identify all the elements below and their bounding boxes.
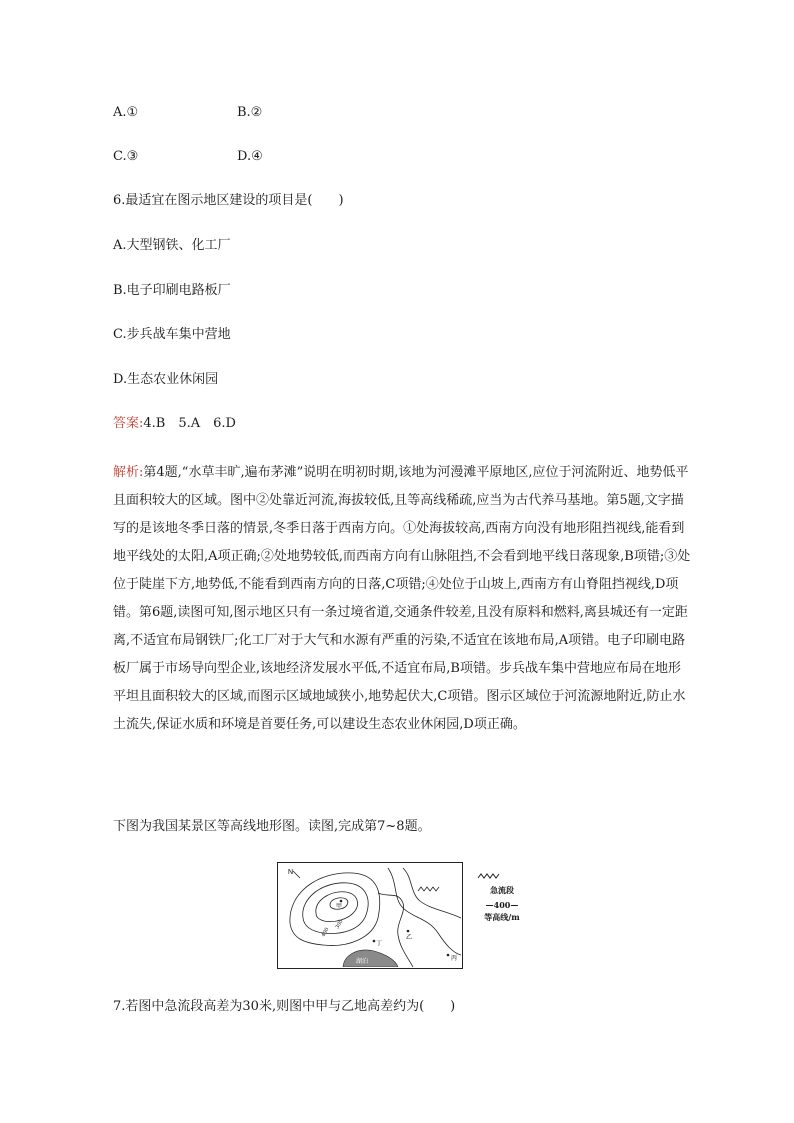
contour-label-b: 300 xyxy=(334,918,345,930)
north-label: N xyxy=(288,869,294,876)
question-6-option-b: B.电子印刷电路板厂 xyxy=(113,283,231,298)
point-c-label: 丙 xyxy=(451,955,458,962)
peak-label: 甲 xyxy=(336,903,343,910)
explanation-text: 第4题,“水草丰旷,遍布茅滩”说明在明初时期,该地为河漫滩平原地区,应位于河流附近、地势低平且面积较大的区域。图中②处靠近河流,海拔较低,且等高线稀疏,应当为古代养马基地。第5题,文字描写的是该地冬季日落的情景,冬季日落于西南方向。①处海拔较高,西南方向没有地形阻挡视线,能看到地平线处的太阳,A项正确;②处地势较低,而西南方向有山脉阻挡,不会看到地平线日落现象,B项错;③处位于陡崖下方,地势低,不能看到西南方向的日落,C项错;④处位于山坡上,西南方有山脊阻挡视线,D项错。第6题,读图可知,图示地区只有一条过境省道,交通条件较差,且没有原料和燃料,离县城还有一定距离,不适宜布局钢铁厂;化工厂对于大气和水源有严重的污染,不适宜在该地布局,A项错。电子印刷电路板厂属于市场导向型企业,该地经济发展水平低,不适宜布局,B项错。步兵战车集中营地应布局在地形平坦且面积较大的区域,而图示区域地域狭小,地势起伏大,C项错。图示区域位于河流源地附近,防止水土流失,保证水质和环境是首要任务,可以建设生态农业休闲园,D项正确。 xyxy=(113,465,691,732)
rapids-mark xyxy=(418,887,439,891)
peak-point xyxy=(340,900,343,903)
lake-shape xyxy=(343,950,398,967)
point-d-marker xyxy=(373,940,376,943)
answer-line xyxy=(113,415,236,433)
contour-map-figure xyxy=(277,862,463,969)
point-b-label: 乙 xyxy=(406,934,413,941)
question-6-option-c: C.步兵战车集中营地 xyxy=(113,327,231,342)
answer-values: 4.B 5.A 6.D xyxy=(143,416,236,431)
legend-contour-label: 等高线/m xyxy=(484,912,520,922)
contour-map-svg xyxy=(278,863,461,967)
question-6-option-d: D.生态农业休闲园 xyxy=(113,372,219,387)
question-6-stem: 6.最适宜在图示地区建设的项目是( ) xyxy=(113,193,344,208)
option-c: C.③ xyxy=(113,149,139,164)
north-arrow-icon xyxy=(293,871,300,878)
legend-rapids-icon xyxy=(472,871,512,881)
option-d: D.④ xyxy=(237,149,263,164)
map-legend xyxy=(472,866,532,923)
point-d-label: 丁 xyxy=(376,940,383,947)
legend-contour-value: —400— xyxy=(485,900,519,910)
question-6-option-a: A.大型钢铁、化工厂 xyxy=(113,238,231,253)
point-c-marker xyxy=(447,954,450,957)
answer-label: 答案: xyxy=(113,416,144,431)
explanation-label: 解析: xyxy=(113,465,144,480)
contour-label-a: 400 xyxy=(320,926,331,938)
option-a: A.① xyxy=(113,105,139,120)
lake-label: 湖泊 xyxy=(356,958,369,965)
explanation-paragraph xyxy=(113,459,693,739)
contour-right-a xyxy=(388,868,461,955)
option-b: B.② xyxy=(237,105,263,120)
point-b-marker xyxy=(407,930,410,933)
legend-rapids-label: 急流段 xyxy=(490,885,514,895)
question-7-stem: 7.若图中急流段高差为30米,则图中甲与乙地高差约为( ) xyxy=(113,999,456,1014)
contour-right-b xyxy=(403,868,461,918)
figure-intro: 下图为我国某景区等高线地形图。读图,完成第7~8题。 xyxy=(113,819,431,834)
